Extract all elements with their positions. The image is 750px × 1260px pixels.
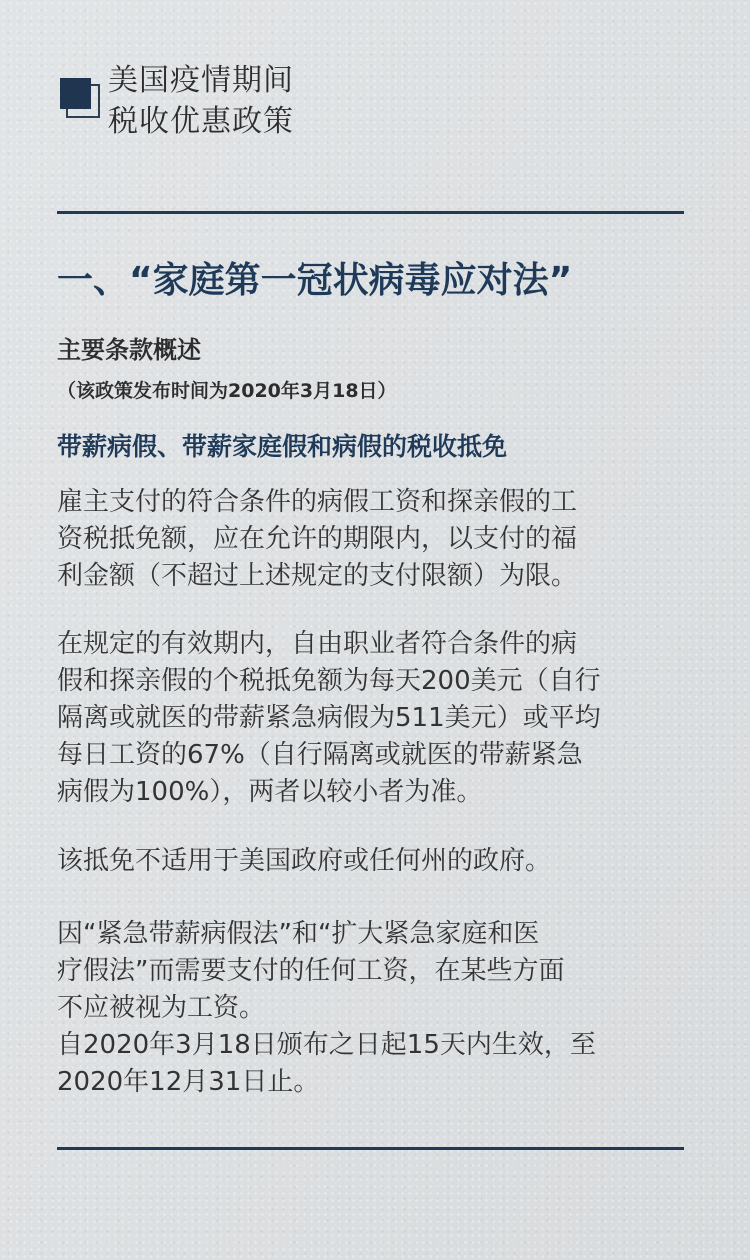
paragraph-line: 雇主支付的符合条件的病假工资和探亲假的工	[57, 487, 578, 517]
paragraph-line: 在规定的有效期内，自由职业者符合条件的病	[57, 629, 578, 659]
paragraph-line: 自2020年3月18日颁布之日起15天内生效，至	[57, 1030, 596, 1060]
paragraph-line: 假和探亲假的个税抵免额为每天200美元（自行	[57, 666, 601, 696]
paragraph-line: 病假为100%），两者以较小者为准。	[57, 777, 483, 807]
header-title-line: 美国疫情期间	[108, 63, 294, 98]
paragraph-line: 隔离或就医的带薪紧急病假为511美元）或平均	[57, 703, 601, 733]
paragraph-employer-credit	[57, 484, 697, 595]
paragraph-government-exclusion	[57, 843, 697, 880]
header-title-line: 税收优惠政策	[108, 104, 294, 139]
bottom-divider	[57, 1147, 684, 1150]
subsection-heading: 带薪病假、带薪家庭假和病假的税收抵免	[57, 432, 508, 461]
paragraph-line: 因“紧急带薪病假法”和“扩大紧急家庭和医	[57, 919, 540, 949]
overview-title: 主要条款概述	[57, 336, 201, 364]
top-divider	[57, 211, 684, 214]
paragraph-self-employed-credit	[57, 626, 697, 811]
square-logo-icon	[60, 78, 102, 120]
paragraph-line: 该抵免不适用于美国政府或任何州的政府。	[57, 846, 552, 876]
header-title	[108, 60, 294, 142]
paragraph-line: 疗假法”而需要支付的任何工资，在某些方面	[57, 956, 565, 986]
section-heading: 一、“家庭第一冠状病毒应对法”	[57, 260, 573, 301]
paragraph-line: 利金额（不超过上述规定的支付限额）为限。	[57, 561, 578, 591]
paragraph-wages-effective-date	[57, 916, 697, 1101]
paragraph-line: 2020年12月31日止。	[57, 1067, 320, 1097]
publish-date-note: （该政策发布时间为2020年3月18日）	[57, 380, 397, 402]
paragraph-line: 每日工资的67%（自行隔离或就医的带薪紧急	[57, 740, 583, 770]
paragraph-line: 资税抵免额，应在允许的期限内，以支付的福	[57, 524, 578, 554]
paragraph-line: 不应被视为工资。	[57, 993, 266, 1023]
